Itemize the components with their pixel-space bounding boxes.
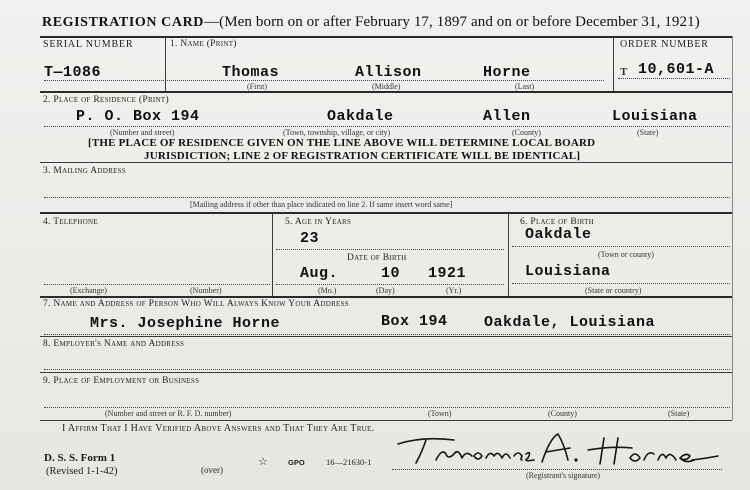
affirm-text: I Affirm That I Have Verified Above Answers and That They Are True.	[62, 423, 375, 434]
dob-year: 1921	[428, 265, 467, 282]
employment-state-caption: (State)	[668, 409, 690, 418]
age-line	[276, 249, 504, 250]
name-line	[44, 80, 604, 81]
mailing-line	[44, 197, 730, 198]
card-title	[42, 14, 700, 31]
serial-label: SERIAL NUMBER	[43, 39, 134, 50]
birthplace-divider	[508, 213, 509, 296]
contact-city: Oakdale, Louisiana	[484, 314, 656, 331]
residence-street-caption: (Number and street)	[110, 128, 175, 137]
residence-label: 2. Place of Residence (Print)	[43, 95, 169, 105]
signature-caption: (Registrant's signature)	[526, 471, 601, 480]
row3-border	[40, 212, 732, 214]
birthplace-town-caption: (Town or county)	[598, 250, 654, 259]
form-number: D. S. S. Form 1	[44, 452, 116, 464]
form-revised: (Revised 1-1-42)	[46, 466, 118, 477]
dob-label: Date of Birth	[347, 253, 407, 263]
employer-label: 8. Employer's Name and Address	[43, 339, 185, 349]
name-first: Thomas	[222, 64, 280, 81]
residence-county-caption: (County)	[512, 128, 541, 137]
registrant-signature	[392, 430, 722, 468]
name-last-caption: (Last)	[515, 82, 535, 91]
dob-day: 10	[381, 265, 401, 282]
contact-street: Box 194	[381, 313, 448, 330]
dob-month: Aug.	[300, 265, 339, 282]
star-icon: ☆	[258, 455, 268, 468]
row2-border	[40, 162, 732, 163]
residence-street: P. O. Box 194	[76, 108, 200, 125]
order-prefix: T	[620, 66, 628, 78]
right-edge	[732, 36, 733, 420]
serial-value: T—1086	[44, 64, 102, 81]
top-border	[40, 36, 732, 38]
residence-notice-line2: JURISDICTION; LINE 2 OF REGISTRATION CERTIFICATE WILL BE IDENTICAL]	[144, 150, 581, 162]
order-label: ORDER NUMBER	[620, 39, 709, 50]
telephone-label: 4. Telephone	[43, 217, 98, 227]
residence-state: Louisiana	[612, 108, 698, 125]
order-divider	[613, 37, 614, 91]
residence-county: Allen	[483, 108, 531, 125]
contact-line	[44, 334, 730, 335]
serial-divider	[165, 37, 166, 91]
order-value: 10,601-A	[638, 61, 715, 78]
row5-border	[40, 336, 732, 337]
employment-label: 9. Place of Employment or Business	[43, 376, 200, 386]
dob-line	[276, 284, 504, 285]
employment-line	[44, 407, 730, 408]
over-note: (over)	[201, 465, 223, 475]
residence-town: Oakdale	[327, 108, 394, 125]
employer-line	[44, 369, 730, 370]
age-divider	[272, 213, 273, 296]
employment-county-caption: (County)	[548, 409, 577, 418]
row1-border	[40, 91, 732, 93]
birthplace-state: Louisiana	[525, 263, 611, 280]
card-title-subtitle: —(Men born on or after February 17, 1897 and on or before December 31, 1921)	[204, 14, 700, 30]
telephone-exchange-caption: (Exchange)	[70, 286, 107, 295]
name-middle: Allison	[355, 64, 422, 81]
name-first-caption: (First)	[247, 82, 267, 91]
name-last: Horne	[483, 64, 531, 81]
age-value: 23	[300, 230, 320, 247]
contact-label: 7. Name and Address of Person Who Will Always Know Your Address	[43, 299, 349, 309]
mailing-label: 3. Mailing Address	[43, 166, 127, 176]
signature-drawing	[392, 430, 722, 468]
birthplace-state-line	[512, 283, 730, 284]
age-label: 5. Age in Years	[285, 217, 352, 227]
telephone-number-caption: (Number)	[190, 286, 222, 295]
contact-name: Mrs. Josephine Horne	[90, 315, 281, 332]
employment-town-caption: (Town)	[428, 409, 452, 418]
birthplace-state-caption: (State or country)	[585, 286, 642, 295]
row6-border	[40, 372, 732, 373]
gpo-mark: GPO	[288, 458, 305, 467]
dob-year-caption: (Yr.)	[446, 286, 462, 295]
residence-line	[44, 126, 730, 127]
card-title-heading: REGISTRATION CARD	[42, 15, 205, 30]
print-code: 16—21630-1	[326, 457, 372, 467]
residence-notice-line1: [THE PLACE OF RESIDENCE GIVEN ON THE LINE ABOVE WILL DETERMINE LOCAL BOARD	[88, 137, 596, 149]
row7-border	[40, 420, 732, 421]
name-middle-caption: (Middle)	[372, 82, 401, 91]
residence-state-caption: (State)	[637, 128, 659, 137]
dob-month-caption: (Mo.)	[318, 286, 337, 295]
employment-street-caption: (Number and street or R. F. D. number)	[105, 409, 232, 418]
signature-line	[392, 469, 722, 470]
birthplace-label: 6. Place of Birth	[520, 217, 595, 227]
mailing-caption: [Mailing address if other than place indicated on line 2. If same insert word same]	[190, 200, 453, 209]
row4-border	[40, 296, 732, 298]
telephone-line	[44, 284, 270, 285]
name-label: 1. Name (Print)	[170, 39, 237, 49]
birthplace-town-line	[512, 246, 730, 247]
dob-day-caption: (Day)	[376, 286, 395, 295]
order-line	[618, 78, 730, 79]
birthplace-town: Oakdale	[525, 226, 592, 243]
residence-town-caption: (Town, township, village, or city)	[283, 128, 391, 137]
